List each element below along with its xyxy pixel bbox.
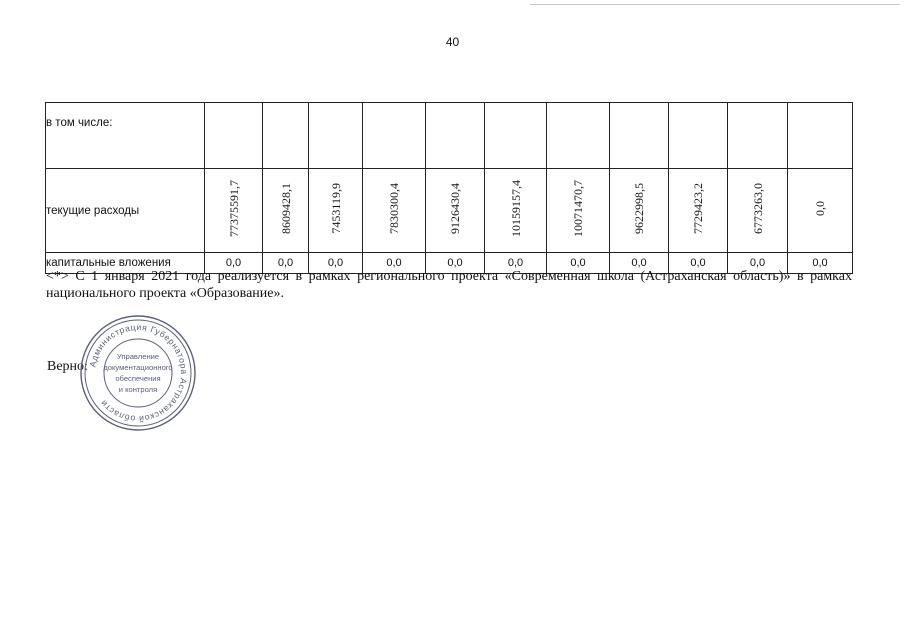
stamp-ring-text: Администрация Губернатора Астраханской области: [87, 321, 190, 425]
cell-value: 8609428,1: [278, 182, 293, 234]
cell-value: 0,0: [813, 200, 827, 216]
cell-value: 7830300,4: [387, 182, 401, 234]
cell-value: 10159157,4: [508, 179, 523, 237]
cell-value: 9126430,4: [448, 182, 462, 234]
cell-value: 9622998,5: [632, 182, 646, 234]
table-cell: [485, 103, 547, 169]
table-cell: [263, 169, 309, 253]
table-cell: [728, 169, 788, 253]
table-cell: 0,0: [426, 253, 485, 274]
table-cell: [363, 103, 426, 169]
table-cell: [205, 103, 263, 169]
cell-value: 10071470,7: [571, 179, 585, 237]
cell-value: 7453119,9: [328, 182, 343, 234]
cell-value: 6773263,0: [750, 182, 765, 234]
table-cell: [788, 169, 853, 253]
cell-value: 77375591,7: [226, 179, 241, 237]
row-label: в том числе:: [46, 103, 205, 169]
table-cell: [263, 103, 309, 169]
table-row: [46, 169, 853, 253]
stamp-center-line: и контроля: [118, 385, 158, 394]
stamp-center-line: Управление: [116, 352, 160, 361]
table-cell: 0,0: [363, 253, 426, 274]
table-cell: [788, 103, 853, 169]
stamp-center-line: документационного: [103, 363, 173, 372]
table-cell: [309, 103, 363, 169]
table-cell: 0,0: [205, 253, 263, 274]
table-cell: [205, 169, 263, 253]
table-cell: [426, 169, 485, 253]
table-cell: [309, 169, 363, 253]
table-cell: [426, 103, 485, 169]
top-rule: [530, 4, 900, 5]
table-row: [46, 103, 853, 169]
budget-table: [45, 102, 853, 274]
page-number: 40: [445, 35, 460, 49]
table-cell: [485, 169, 547, 253]
table-cell: 0,0: [263, 253, 309, 274]
table-cell: [547, 169, 610, 253]
table-cell: 0,0: [788, 253, 853, 274]
table-cell: [363, 169, 426, 253]
table-cell: 0,0: [547, 253, 610, 274]
table-cell: [547, 103, 610, 169]
row-label: текущие расходы: [46, 169, 205, 253]
table-cell: 0,0: [309, 253, 363, 274]
stamp-center-line: обеспечения: [115, 374, 161, 383]
table-cell: 0,0: [669, 253, 728, 274]
table-cell: 0,0: [485, 253, 547, 274]
table-cell: [669, 103, 728, 169]
table-cell: 0,0: [610, 253, 669, 274]
table-cell: [669, 169, 728, 253]
stamp-seal: [78, 313, 198, 433]
row-label: капитальные вложения: [46, 253, 205, 274]
official-stamp: [78, 313, 198, 433]
footnote: <*> С 1 января 2021 года реализуется в рамках регионального проекта «Современная школа (Астраханская область)» в рамках национального проекта «Образование».: [46, 269, 852, 301]
table-cell: [610, 169, 669, 253]
table-cell: [728, 103, 788, 169]
table-cell: 0,0: [728, 253, 788, 274]
table-cell: [610, 103, 669, 169]
certified-label: Верно:: [47, 359, 88, 374]
cell-value: 7729423,2: [691, 182, 705, 234]
